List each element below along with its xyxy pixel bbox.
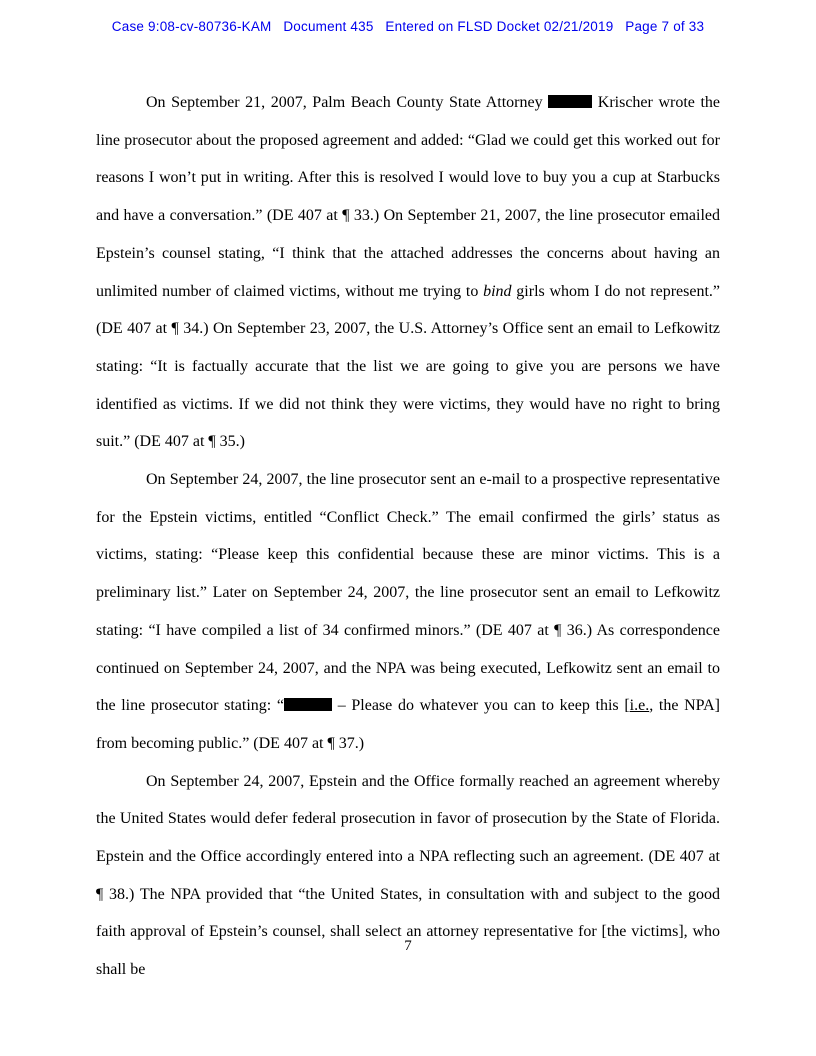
text-segment: On September 24, 2007, the line prosecutor sent an e-mail to a prospective representative for the Epstein victims, entitled “Conflict Check.” The email confirmed the girls’ status as victims, stating: “Please keep this confidential because these are minor victims. This is a preliminary list.” Later on September 24, 2007, the line prosecutor sent an email to Lefkowitz stating: “I have compiled a list of 34 confirmed minors.” (DE 407 at ¶ 36.) As correspondence continued on September 24, 2007, and the NPA was being executed, Lefkowitz sent an email to the line prosecutor stating: “ — [96, 471, 720, 715]
text-segment: i.e. — [629, 697, 650, 715]
paragraph — [96, 461, 720, 763]
text-segment: Krischer wrote the line prosecutor about the proposed agreement and added: “Glad we could get this worked out for reasons I won’t put in writing. After this is resolved I would love to buy you a cup at Starbucks and have a conversation.” (DE 407 at ¶ 33.) On September 21, 2007, the line prosecutor emailed Epstein’s counsel stating, “I think that the attached addresses the concerns about having an unlimited number of claimed victims, without me trying to — [96, 94, 720, 300]
document-body — [96, 84, 720, 989]
text-segment: , the NPA] from becoming public.” (DE 407 at ¶ 37.) — [96, 697, 720, 752]
redaction-bar — [548, 95, 592, 108]
text-segment: girls whom I do not represent.” (DE 407 at ¶ 34.) On September 23, 2007, the U.S. Attorney’s Office sent an email to Lefkowitz stating: “It is factually accurate that the list we are going to give you are persons we have identified as victims. If we did not think they were victims, they would have no right to bring suit.” (DE 407 at ¶ 35.) — [96, 282, 720, 451]
case-header: Case 9:08-cv-80736-KAM Document 435 Entered on FLSD Docket 02/21/2019 Page 7 of 33 — [111, 19, 705, 34]
page-number: 7 — [404, 938, 412, 954]
text-segment: On September 24, 2007, Epstein and the Office formally reached an agreement whereby the United States would defer federal prosecution in favor of prosecution by the State of Florida. Epstein and the Office accordingly entered into a NPA reflecting such an agreement. (DE 407 at ¶ 38.) The NPA provided that “the United States, in consultation with and subject to the good faith approval of Epstein’s counsel, shall select an attorney representative for [the victims], who shall be — [96, 772, 720, 979]
text-segment: bind — [483, 282, 512, 300]
text-segment: On September 21, 2007, Palm Beach County State Attorney — [146, 94, 549, 111]
text-segment: – Please do whatever you can to keep this [ — [332, 697, 630, 715]
paragraph — [96, 84, 720, 461]
redaction-bar — [284, 698, 332, 711]
